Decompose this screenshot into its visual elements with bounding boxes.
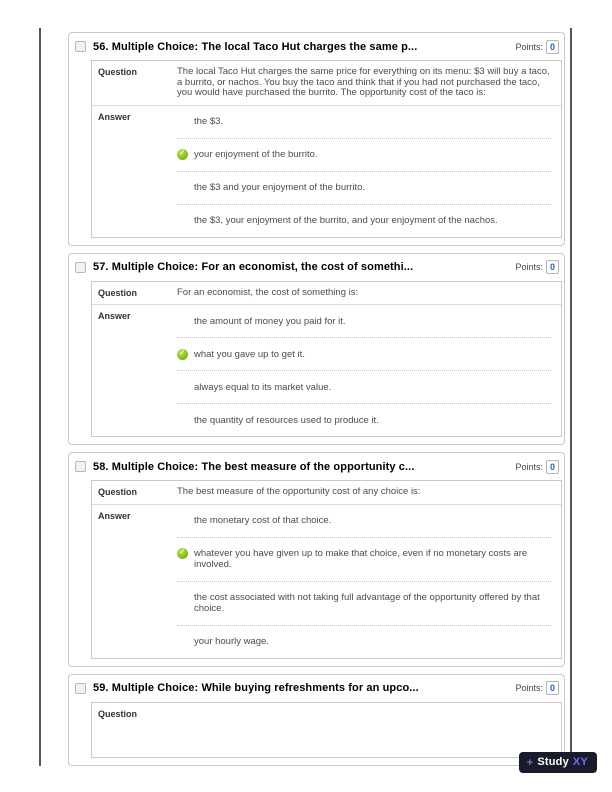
answer-text: the monetary cost of that choice. [194,515,332,526]
answer-row [92,106,561,237]
answer-option [177,403,551,436]
question-title: 59. Multiple Choice: While buying refreshments for an upco... [93,682,419,694]
answer-label: Answer [98,311,131,321]
points-field [515,681,559,695]
question-row [92,282,561,306]
question-card [91,281,562,438]
answer-text: the quantity of resources used to produce it. [194,414,379,426]
points-label: Points: [515,461,543,472]
question-select-checkbox[interactable] [75,461,86,472]
points-field [515,460,559,474]
question-text: The local Taco Hut charges the same price for everything on its menu: $3 will buy a taco, a burrito, or nachos. You buy the taco and think that if you had not purchased the taco, you would have purchased the burrito. The opportunity cost of the taco is: [177,66,550,98]
points-value[interactable]: 0 [546,40,559,54]
answer-text: the $3 and your enjoyment of the burrito. [194,182,366,193]
page-border-left [39,28,41,766]
question-row [92,703,561,723]
question-row [92,61,561,106]
question-header [71,675,562,702]
answer-option [177,581,551,625]
points-value[interactable]: 0 [546,260,559,274]
question-header [71,254,562,281]
answer-text: always equal to its market value. [194,381,332,393]
question-select-checkbox[interactable] [75,683,86,694]
answer-option [177,625,551,658]
correct-answer-check-icon [177,548,188,559]
answer-option [177,138,551,171]
question-card [91,480,562,659]
studyxy-badge[interactable] [519,752,597,773]
correct-answer-check-icon [177,349,188,360]
answer-options [177,505,561,658]
plus-icon [526,757,533,767]
question-select-checkbox[interactable] [75,41,86,52]
question-block-57 [68,253,565,446]
correct-answer-check-icon [177,149,188,160]
question-list [68,32,565,773]
question-text: The best measure of the opportunity cost of any choice is: [177,486,421,497]
answer-row [92,305,561,436]
question-label: Question [98,487,138,497]
question-header [71,453,562,480]
question-select-checkbox[interactable] [75,262,86,273]
points-field [515,260,559,274]
answer-option [177,106,551,138]
points-label: Points: [515,683,543,693]
question-row [92,481,561,505]
answer-options [177,106,561,237]
answer-label: Answer [98,510,131,521]
brand-name-suffix: XY [572,756,588,768]
answer-option [177,370,551,403]
answer-option [177,337,551,370]
answer-text: the $3. [194,116,224,127]
answer-label: Answer [98,111,131,122]
answer-option [177,537,551,581]
points-label: Points: [515,262,543,272]
question-card [91,60,562,238]
question-card [91,702,562,758]
question-header [71,33,562,60]
question-text: For an economist, the cost of something is: [177,286,359,298]
answer-text: the amount of money you paid for it. [194,315,346,327]
points-field [515,40,559,54]
answer-text: whatever you have given up to make that choice, even if no monetary costs are involved. [194,548,528,570]
points-label: Points: [515,41,543,52]
question-label: Question [98,287,138,298]
question-title: 58. Multiple Choice: The best measure of the opportunity c... [93,460,415,473]
answer-option [177,505,551,537]
answer-text: what you gave up to get it. [194,348,305,360]
question-label: Question [98,67,138,77]
answer-text: the cost associated with not taking full advantage of the opportunity offered by that choice. [194,592,540,614]
answer-option [177,204,551,237]
question-title: 57. Multiple Choice: For an economist, the cost of somethi... [93,261,414,273]
points-value[interactable]: 0 [546,681,559,695]
question-text [177,703,561,723]
page-border-right [570,28,572,752]
answer-option [177,305,551,337]
question-title: 56. Multiple Choice: The local Taco Hut charges the same p... [93,40,418,53]
question-block-58 [68,452,565,667]
points-value[interactable]: 0 [546,460,559,474]
answer-text: the $3, your enjoyment of the burrito, and your enjoyment of the nachos. [194,215,498,226]
answer-text: your hourly wage. [194,636,269,647]
brand-name: Study [537,756,569,768]
answer-options [177,305,561,436]
question-block-56 [68,32,565,246]
question-label: Question [98,708,138,719]
question-block-59 [68,674,565,766]
answer-text: your enjoyment of the burrito. [194,149,318,160]
answer-row [92,505,561,658]
answer-option [177,171,551,204]
